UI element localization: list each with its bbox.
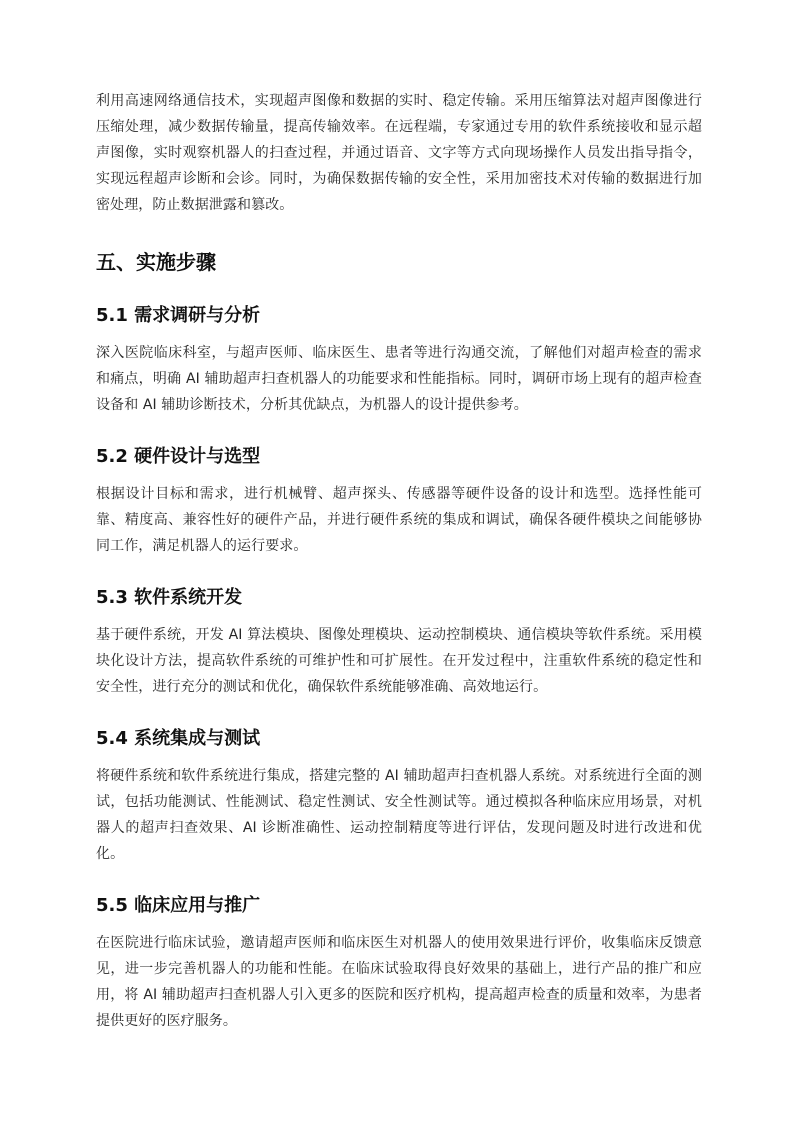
section-heading: 5.1 需求调研与分析 xyxy=(96,305,261,326)
chapter-heading: 五、实施步骤 xyxy=(96,250,216,274)
intro-paragraph: 利用高速网络通信技术，实现超声图像和数据的实时、稳定传输。采用压缩算法对超声图像进行压缩处理，减少数据传输量，提高传输效率。在远程端，专家通过专用的软件系统接收和显示超声图像，实时观察机器人的扫查过程，并通过语音、文字等方式向现场操作人员发出指导指令，实现远程超声诊断和会诊。同时，为确保数据传输的安全性，采用加密技术对传输的数据进行加密处理，防止数据泄露和篡改。 xyxy=(96,93,702,213)
section-heading: 5.4 系统集成与测试 xyxy=(96,728,261,749)
section-paragraph: 根据设计目标和需求，进行机械臂、超声探头、传感器等硬件设备的设计和选型。选择性能可靠、精度高、兼容性好的硬件产品，并进行硬件系统的集成和调试，确保各硬件模块之间能够协同工作，满足机器人的运行要求。 xyxy=(96,486,702,554)
section-paragraph: 基于硬件系统，开发 AI 算法模块、图像处理模块、运动控制模块、通信模块等软件系统。采用模块化设计方法，提高软件系统的可维护性和可扩展性。在开发过程中，注重软件系统的稳定性和安全性，进行充分的测试和优化，确保软件系统能够准确、高效地运行。 xyxy=(96,627,702,695)
section-heading: 5.5 临床应用与推广 xyxy=(96,895,261,916)
section-paragraph: 将硬件系统和软件系统进行集成，搭建完整的 AI 辅助超声扫查机器人系统。对系统进行全面的测试，包括功能测试、性能测试、稳定性测试、安全性测试等。通过模拟各种临床应用场景，对机器人的超声扫查效果、AI 诊断准确性、运动控制精度等进行评估，发现问题及时进行改进和优化。 xyxy=(96,768,702,862)
section-heading: 5.3 软件系统开发 xyxy=(96,587,243,608)
section-5-1 xyxy=(96,302,702,418)
section-5-3 xyxy=(96,584,702,700)
section-paragraph: 深入医院临床科室，与超声医师、临床医生、患者等进行沟通交流，了解他们对超声检查的需求和痛点，明确 AI 辅助超声扫查机器人的功能要求和性能指标。同时，调研市场上现有的超声检查设备和 AI 辅助诊断技术，分析其优缺点，为机器人的设计提供参考。 xyxy=(96,345,702,413)
section-heading: 5.2 硬件设计与选型 xyxy=(96,446,261,467)
section-5-2 xyxy=(96,443,702,559)
section-5-4 xyxy=(96,725,702,867)
section-paragraph: 在医院进行临床试验，邀请超声医师和临床医生对机器人的使用效果进行评价，收集临床反馈意见，进一步完善机器人的功能和性能。在临床试验取得良好效果的基础上，进行产品的推广和应用，将 AI 辅助超声扫查机器人引入更多的医院和医疗机构，提高超声检查的质量和效率，为患者提供更好的医疗服务。 xyxy=(96,935,702,1029)
document-page xyxy=(96,88,702,1034)
section-5-5 xyxy=(96,892,702,1034)
